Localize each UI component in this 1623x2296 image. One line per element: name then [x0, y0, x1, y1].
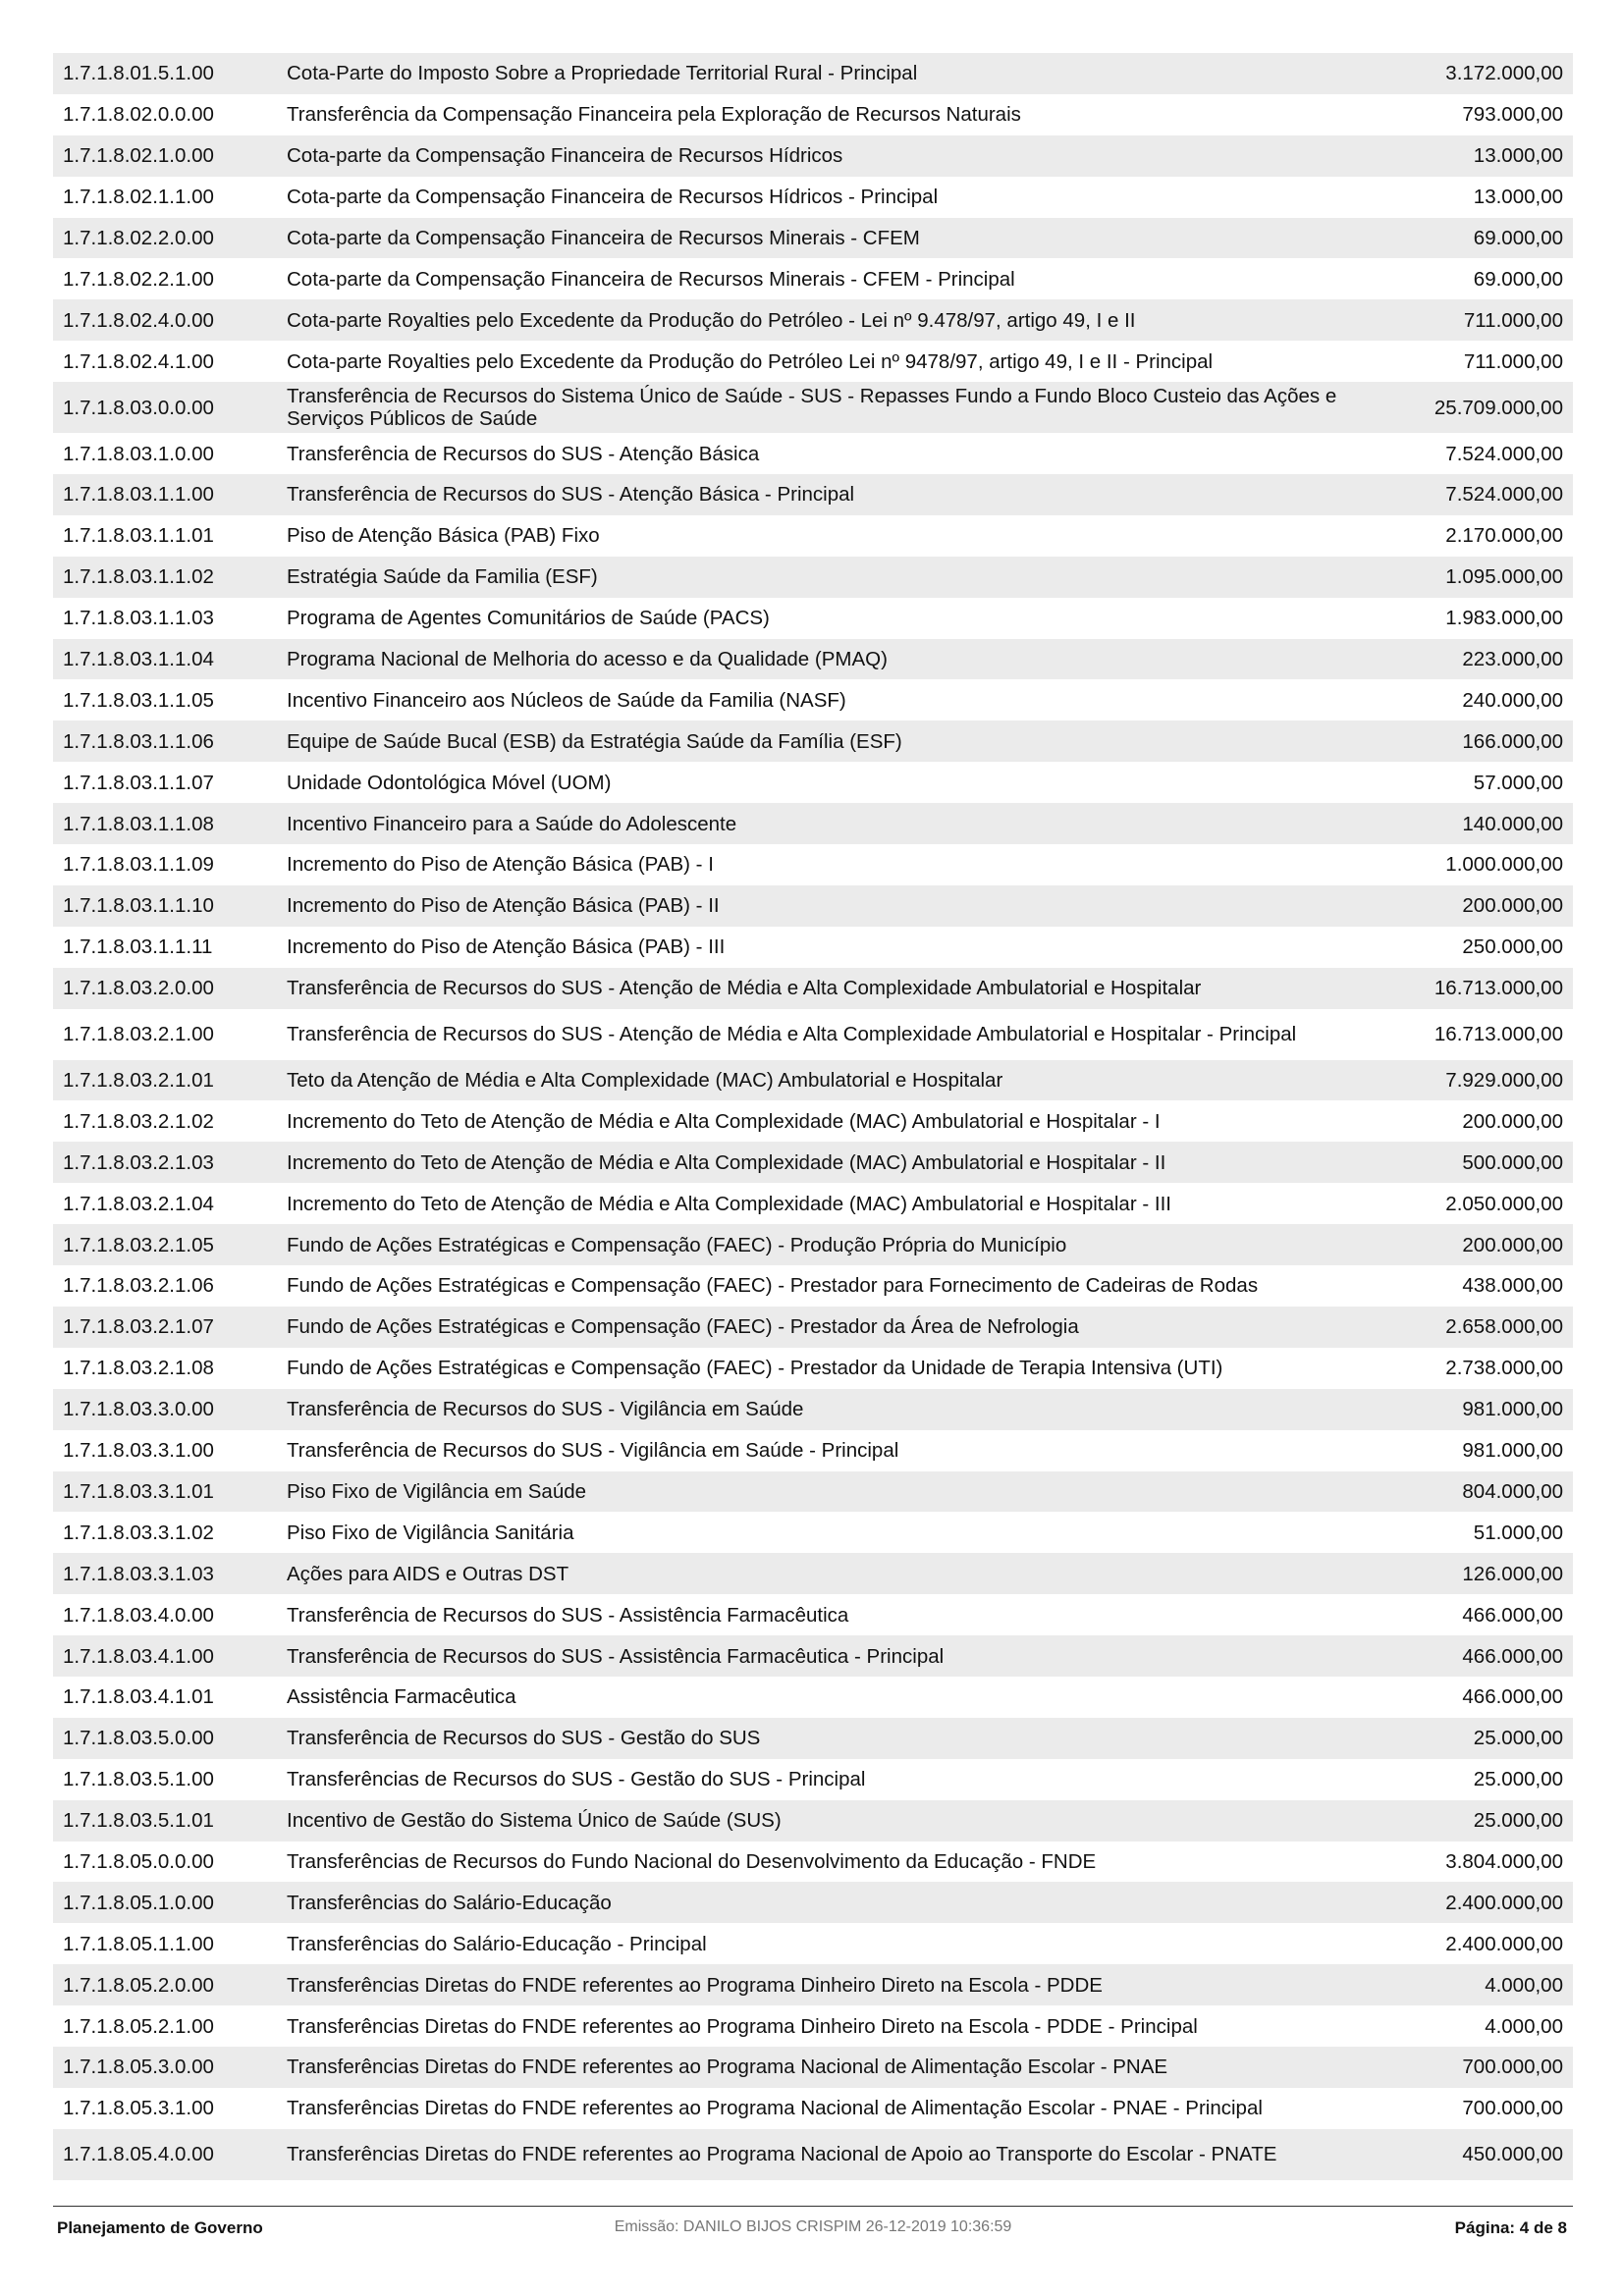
- description-cell: Cota-parte da Compensação Financeira de Recursos Hídricos - Principal: [287, 186, 939, 209]
- description-cell: Transferência de Recursos do Sistema Único de Saúde - SUS - Repasses Fundo a Fundo Bloco Custeio das Ações e Serviços Públicos de Saúde: [287, 385, 1337, 431]
- table-row: [53, 1512, 1573, 1553]
- description-cell: Transferências do Salário-Educação: [287, 1891, 612, 1914]
- account-code-cell: 1.7.1.8.01.5.1.00: [63, 62, 214, 85]
- description-cell: Fundo de Ações Estratégicas e Compensação (FAEC) - Prestador da Unidade de Terapia Intensiva (UTI): [287, 1357, 1223, 1380]
- account-code-cell: 1.7.1.8.03.1.1.08: [63, 812, 214, 835]
- table-row: [53, 53, 1573, 94]
- account-code-cell: 1.7.1.8.03.2.1.04: [63, 1192, 214, 1215]
- description-cell: Programa de Agentes Comunitários de Saúde (PACS): [287, 607, 770, 630]
- description-cell: Transferências do Salário-Educação - Principal: [287, 1932, 707, 1955]
- account-code-cell: 1.7.1.8.03.3.1.01: [63, 1479, 214, 1503]
- amount-cell: 166.000,00: [1462, 729, 1563, 753]
- account-code-cell: 1.7.1.8.03.2.1.08: [63, 1357, 214, 1380]
- table-row: [53, 2088, 1573, 2129]
- account-code-cell: 1.7.1.8.03.1.1.03: [63, 607, 214, 630]
- table-row: [53, 2047, 1573, 2088]
- table-row: [53, 1553, 1573, 1594]
- amount-cell: 438.000,00: [1462, 1274, 1563, 1298]
- account-code-cell: 1.7.1.8.03.2.0.00: [63, 977, 214, 1000]
- amount-cell: 51.000,00: [1473, 1521, 1563, 1544]
- description-cell: Transferência de Recursos do SUS - Vigilância em Saúde: [287, 1398, 804, 1421]
- table-row: [53, 1389, 1573, 1430]
- description-cell: Transferências Diretas do FNDE referentes ao Programa Nacional de Alimentação Escolar - PNAE - Principal: [287, 2097, 1263, 2120]
- description-cell: Incentivo Financeiro para a Saúde do Adolescente: [287, 812, 737, 835]
- table-row: [53, 1964, 1573, 2005]
- description-cell: Transferência da Compensação Financeira pela Exploração de Recursos Naturais: [287, 103, 1021, 127]
- description-cell: Cota-parte da Compensação Financeira de Recursos Hídricos: [287, 144, 843, 168]
- account-code-cell: 1.7.1.8.03.3.1.02: [63, 1521, 214, 1544]
- table-row: [53, 433, 1573, 474]
- description-cell: Piso de Atenção Básica (PAB) Fixo: [287, 524, 600, 548]
- amount-cell: 25.000,00: [1473, 1768, 1563, 1791]
- amount-cell: 16.713.000,00: [1434, 977, 1563, 1000]
- table-row: [53, 762, 1573, 803]
- description-cell: Fundo de Ações Estratégicas e Compensação (FAEC) - Produção Própria do Município: [287, 1233, 1067, 1256]
- account-code-cell: 1.7.1.8.02.2.1.00: [63, 267, 214, 291]
- account-code-cell: 1.7.1.8.03.2.1.02: [63, 1109, 214, 1133]
- table-row: [53, 803, 1573, 844]
- account-code-cell: 1.7.1.8.03.2.1.00: [63, 1023, 214, 1046]
- amount-cell: 13.000,00: [1473, 144, 1563, 168]
- table-row: [53, 639, 1573, 680]
- account-code-cell: 1.7.1.8.05.3.0.00: [63, 2056, 214, 2079]
- amount-cell: 700.000,00: [1462, 2097, 1563, 2120]
- table-row: [53, 1923, 1573, 1964]
- description-cell: Transferências Diretas do FNDE referentes ao Programa Dinheiro Direto na Escola - PDDE - Principal: [287, 2014, 1198, 2038]
- description-cell: Assistência Farmacêutica: [287, 1685, 516, 1709]
- amount-cell: 981.000,00: [1462, 1439, 1563, 1463]
- revenue-table-body: [53, 53, 1573, 2180]
- amount-cell: 804.000,00: [1462, 1479, 1563, 1503]
- amount-cell: 13.000,00: [1473, 186, 1563, 209]
- description-cell: Cota-parte da Compensação Financeira de Recursos Minerais - CFEM - Principal: [287, 267, 1015, 291]
- account-code-cell: 1.7.1.8.05.2.1.00: [63, 2014, 214, 2038]
- description-cell: Transferência de Recursos do SUS - Vigilância em Saúde - Principal: [287, 1439, 899, 1463]
- footer-department: Planejamento de Governo: [57, 2218, 263, 2237]
- description-cell: Incremento do Piso de Atenção Básica (PAB) - I: [287, 853, 714, 877]
- account-code-cell: 1.7.1.8.03.5.1.01: [63, 1809, 214, 1833]
- amount-cell: 711.000,00: [1463, 308, 1563, 332]
- table-row: [53, 341, 1573, 382]
- table-row: [53, 968, 1573, 1009]
- table-row: [53, 1635, 1573, 1677]
- account-code-cell: 1.7.1.8.03.4.1.01: [63, 1685, 214, 1709]
- table-row: [53, 299, 1573, 341]
- account-code-cell: 1.7.1.8.05.1.1.00: [63, 1932, 214, 1955]
- amount-cell: 223.000,00: [1462, 648, 1563, 671]
- amount-cell: 981.000,00: [1462, 1398, 1563, 1421]
- description-cell: Incremento do Piso de Atenção Básica (PAB) - III: [287, 935, 726, 959]
- amount-cell: 1.000.000,00: [1445, 853, 1563, 877]
- table-row: [53, 1718, 1573, 1759]
- description-cell: Transferência de Recursos do SUS - Atenção de Média e Alta Complexidade Ambulatorial e Hospitalar - Principal: [287, 1023, 1297, 1046]
- table-row: [53, 679, 1573, 721]
- description-cell: Cota-parte da Compensação Financeira de Recursos Minerais - CFEM: [287, 227, 920, 249]
- account-code-cell: 1.7.1.8.03.4.1.00: [63, 1644, 214, 1668]
- account-code-cell: 1.7.1.8.03.1.1.09: [63, 853, 214, 877]
- description-cell: Transferência de Recursos do SUS - Assistência Farmacêutica: [287, 1603, 849, 1627]
- account-code-cell: 1.7.1.8.03.3.1.00: [63, 1439, 214, 1463]
- account-code-cell: 1.7.1.8.03.1.1.05: [63, 688, 214, 712]
- amount-cell: 2.738.000,00: [1445, 1357, 1563, 1380]
- description-cell: Transferência de Recursos do SUS - Atenção Básica: [287, 442, 760, 465]
- account-code-cell: 1.7.1.8.03.3.1.03: [63, 1562, 214, 1585]
- table-row: [53, 1800, 1573, 1842]
- account-code-cell: 1.7.1.8.03.1.1.02: [63, 565, 214, 589]
- amount-cell: 250.000,00: [1462, 935, 1563, 959]
- amount-cell: 793.000,00: [1462, 103, 1563, 127]
- account-code-cell: 1.7.1.8.03.1.0.00: [63, 442, 214, 465]
- account-code-cell: 1.7.1.8.02.4.1.00: [63, 349, 214, 373]
- account-code-cell: 1.7.1.8.02.4.0.00: [63, 308, 214, 332]
- description-cell: Unidade Odontológica Móvel (UOM): [287, 771, 612, 794]
- description-cell: Incremento do Teto de Atenção de Média e Alta Complexidade (MAC) Ambulatorial e Hospitalar - I: [287, 1109, 1161, 1133]
- description-cell: Piso Fixo de Vigilância Sanitária: [287, 1521, 574, 1544]
- description-cell: Transferência de Recursos do SUS - Atenção de Média e Alta Complexidade Ambulatorial e Hospitalar: [287, 977, 1202, 1000]
- account-code-cell: 1.7.1.8.03.1.1.00: [63, 483, 214, 507]
- table-row: [53, 474, 1573, 515]
- account-code-cell: 1.7.1.8.03.4.0.00: [63, 1603, 214, 1627]
- page-footer: [53, 2206, 1573, 2242]
- table-row: [53, 885, 1573, 927]
- table-row: [53, 1183, 1573, 1224]
- account-code-cell: 1.7.1.8.03.2.1.03: [63, 1150, 214, 1174]
- account-code-cell: 1.7.1.8.05.4.0.00: [63, 2143, 214, 2166]
- amount-cell: 4.000,00: [1485, 1973, 1563, 1997]
- amount-cell: 2.400.000,00: [1445, 1891, 1563, 1914]
- revenue-table-container: [53, 53, 1573, 2180]
- description-cell: Teto da Atenção de Média e Alta Complexidade (MAC) Ambulatorial e Hospitalar: [287, 1069, 1003, 1093]
- amount-cell: 69.000,00: [1473, 267, 1563, 291]
- description-cell: Transferências Diretas do FNDE referentes ao Programa Nacional de Apoio ao Transporte do Escolar - PNATE: [287, 2143, 1277, 2166]
- description-cell: Ações para AIDS e Outras DST: [287, 1562, 569, 1585]
- amount-cell: 140.000,00: [1462, 812, 1563, 835]
- description-cell: Incremento do Teto de Atenção de Média e Alta Complexidade (MAC) Ambulatorial e Hospitalar - II: [287, 1150, 1166, 1174]
- amount-cell: 1.983.000,00: [1445, 607, 1563, 630]
- table-row: [53, 2129, 1573, 2180]
- description-cell: Estratégia Saúde da Familia (ESF): [287, 565, 598, 589]
- table-row: [53, 844, 1573, 885]
- table-row: [53, 1759, 1573, 1800]
- account-code-cell: 1.7.1.8.03.2.1.07: [63, 1315, 214, 1339]
- table-row: [53, 927, 1573, 968]
- table-row: [53, 1842, 1573, 1883]
- amount-cell: 1.095.000,00: [1445, 565, 1563, 589]
- description-cell: Transferência de Recursos do SUS - Assistência Farmacêutica - Principal: [287, 1644, 945, 1668]
- description-cell: Incremento do Piso de Atenção Básica (PAB) - II: [287, 894, 720, 918]
- table-row: [53, 1594, 1573, 1635]
- footer-issuance: Emissão: DANILO BIJOS CRISPIM 26-12-2019 10:36:59: [614, 2218, 1012, 2235]
- account-code-cell: 1.7.1.8.03.1.1.11: [63, 935, 213, 959]
- table-row: [53, 1677, 1573, 1718]
- amount-cell: 2.050.000,00: [1445, 1192, 1563, 1215]
- description-cell: Fundo de Ações Estratégicas e Compensação (FAEC) - Prestador para Fornecimento de Cadeiras de Rodas: [287, 1274, 1259, 1298]
- account-code-cell: 1.7.1.8.03.2.1.01: [63, 1069, 214, 1093]
- table-row: [53, 1348, 1573, 1389]
- table-row: [53, 1471, 1573, 1513]
- description-cell: Transferência de Recursos do SUS - Atenção Básica - Principal: [287, 483, 855, 507]
- table-row: [53, 1307, 1573, 1348]
- amount-cell: 200.000,00: [1462, 1109, 1563, 1133]
- amount-cell: 2.658.000,00: [1445, 1315, 1563, 1339]
- footer-page-number: Página: 4 de 8: [1454, 2218, 1567, 2237]
- amount-cell: 2.170.000,00: [1445, 524, 1563, 548]
- amount-cell: 126.000,00: [1462, 1562, 1563, 1585]
- account-code-cell: 1.7.1.8.05.0.0.00: [63, 1849, 214, 1873]
- amount-cell: 466.000,00: [1462, 1603, 1563, 1627]
- amount-cell: 69.000,00: [1473, 227, 1563, 249]
- account-code-cell: 1.7.1.8.03.2.1.05: [63, 1233, 214, 1256]
- description-cell: Cota-parte Royalties pelo Excedente da Produção do Petróleo - Lei nº 9.478/97, artigo 49, I e II: [287, 308, 1136, 332]
- description-cell: Transferências de Recursos do SUS - Gestão do SUS - Principal: [287, 1768, 866, 1791]
- account-code-cell: 1.7.1.8.03.5.0.00: [63, 1727, 214, 1750]
- description-cell: Cota-Parte do Imposto Sobre a Propriedade Territorial Rural - Principal: [287, 62, 918, 85]
- amount-cell: 450.000,00: [1462, 2143, 1563, 2166]
- account-code-cell: 1.7.1.8.05.2.0.00: [63, 1973, 214, 1997]
- description-cell: Transferências Diretas do FNDE referentes ao Programa Nacional de Alimentação Escolar - PNAE: [287, 2056, 1168, 2079]
- revenue-table: [53, 53, 1573, 2180]
- amount-cell: 4.000,00: [1485, 2014, 1563, 2038]
- amount-cell: 16.713.000,00: [1434, 1023, 1563, 1046]
- account-code-cell: 1.7.1.8.03.1.1.01: [63, 524, 214, 548]
- table-row: [53, 258, 1573, 299]
- amount-cell: 57.000,00: [1473, 771, 1563, 794]
- amount-cell: 3.804.000,00: [1445, 1849, 1563, 1873]
- account-code-cell: 1.7.1.8.03.1.1.07: [63, 771, 214, 794]
- description-cell: Piso Fixo de Vigilância em Saúde: [287, 1479, 587, 1503]
- description-cell: Incentivo de Gestão do Sistema Único de Saúde (SUS): [287, 1809, 782, 1833]
- account-code-cell: 1.7.1.8.03.1.1.04: [63, 648, 214, 671]
- account-code-cell: 1.7.1.8.03.0.0.00: [63, 396, 214, 419]
- description-cell: Equipe de Saúde Bucal (ESB) da Estratégia Saúde da Família (ESF): [287, 729, 902, 753]
- table-row: [53, 1009, 1573, 1060]
- account-code-cell: 1.7.1.8.03.2.1.06: [63, 1274, 214, 1298]
- amount-cell: 25.000,00: [1473, 1809, 1563, 1833]
- amount-cell: 200.000,00: [1462, 894, 1563, 918]
- amount-cell: 7.524.000,00: [1445, 442, 1563, 465]
- table-row: [53, 1100, 1573, 1142]
- amount-cell: 240.000,00: [1462, 688, 1563, 712]
- amount-cell: 2.400.000,00: [1445, 1932, 1563, 1955]
- account-code-cell: 1.7.1.8.05.1.0.00: [63, 1891, 214, 1914]
- description-cell: Programa Nacional de Melhoria do acesso e da Qualidade (PMAQ): [287, 648, 888, 671]
- amount-cell: 500.000,00: [1462, 1150, 1563, 1174]
- account-code-cell: 1.7.1.8.02.2.0.00: [63, 227, 214, 249]
- account-code-cell: 1.7.1.8.05.3.1.00: [63, 2097, 214, 2120]
- amount-cell: 200.000,00: [1462, 1233, 1563, 1256]
- description-cell: Incentivo Financeiro aos Núcleos de Saúde da Familia (NASF): [287, 688, 846, 712]
- account-code-cell: 1.7.1.8.02.1.1.00: [63, 186, 214, 209]
- description-cell: Cota-parte Royalties pelo Excedente da Produção do Petróleo Lei nº 9478/97, artigo 49, I e II - Principal: [287, 349, 1214, 373]
- amount-cell: 3.172.000,00: [1445, 62, 1563, 85]
- amount-cell: 25.709.000,00: [1434, 396, 1563, 419]
- description-cell: Transferências Diretas do FNDE referentes ao Programa Dinheiro Direto na Escola - PDDE: [287, 1973, 1103, 1997]
- amount-cell: 466.000,00: [1462, 1644, 1563, 1668]
- description-cell: Transferência de Recursos do SUS - Gestão do SUS: [287, 1727, 761, 1750]
- amount-cell: 25.000,00: [1473, 1727, 1563, 1750]
- description-cell: Fundo de Ações Estratégicas e Compensação (FAEC) - Prestador da Área de Nefrologia: [287, 1315, 1079, 1339]
- table-row: [53, 218, 1573, 259]
- table-row: [53, 94, 1573, 135]
- table-row: [53, 1224, 1573, 1265]
- amount-cell: 7.929.000,00: [1445, 1069, 1563, 1093]
- amount-cell: 466.000,00: [1462, 1685, 1563, 1709]
- table-row: [53, 598, 1573, 639]
- table-row: [53, 382, 1573, 433]
- table-row: [53, 1430, 1573, 1471]
- account-code-cell: 1.7.1.8.02.0.0.00: [63, 103, 214, 127]
- table-row: [53, 177, 1573, 218]
- table-row: [53, 2005, 1573, 2047]
- amount-cell: 711.000,00: [1463, 349, 1563, 373]
- account-code-cell: 1.7.1.8.03.1.1.06: [63, 729, 214, 753]
- table-row: [53, 1060, 1573, 1101]
- amount-cell: 7.524.000,00: [1445, 483, 1563, 507]
- account-code-cell: 1.7.1.8.03.5.1.00: [63, 1768, 214, 1791]
- table-row: [53, 1142, 1573, 1183]
- amount-cell: 700.000,00: [1462, 2056, 1563, 2079]
- table-row: [53, 515, 1573, 557]
- table-row: [53, 557, 1573, 598]
- table-row: [53, 1265, 1573, 1307]
- table-row: [53, 135, 1573, 177]
- description-cell: Transferências de Recursos do Fundo Nacional do Desenvolvimento da Educação - FNDE: [287, 1849, 1097, 1873]
- description-cell: Incremento do Teto de Atenção de Média e Alta Complexidade (MAC) Ambulatorial e Hospitalar - III: [287, 1192, 1171, 1215]
- table-row: [53, 721, 1573, 762]
- account-code-cell: 1.7.1.8.03.1.1.10: [63, 894, 214, 918]
- account-code-cell: 1.7.1.8.03.3.0.00: [63, 1398, 214, 1421]
- account-code-cell: 1.7.1.8.02.1.0.00: [63, 144, 214, 168]
- table-row: [53, 1882, 1573, 1923]
